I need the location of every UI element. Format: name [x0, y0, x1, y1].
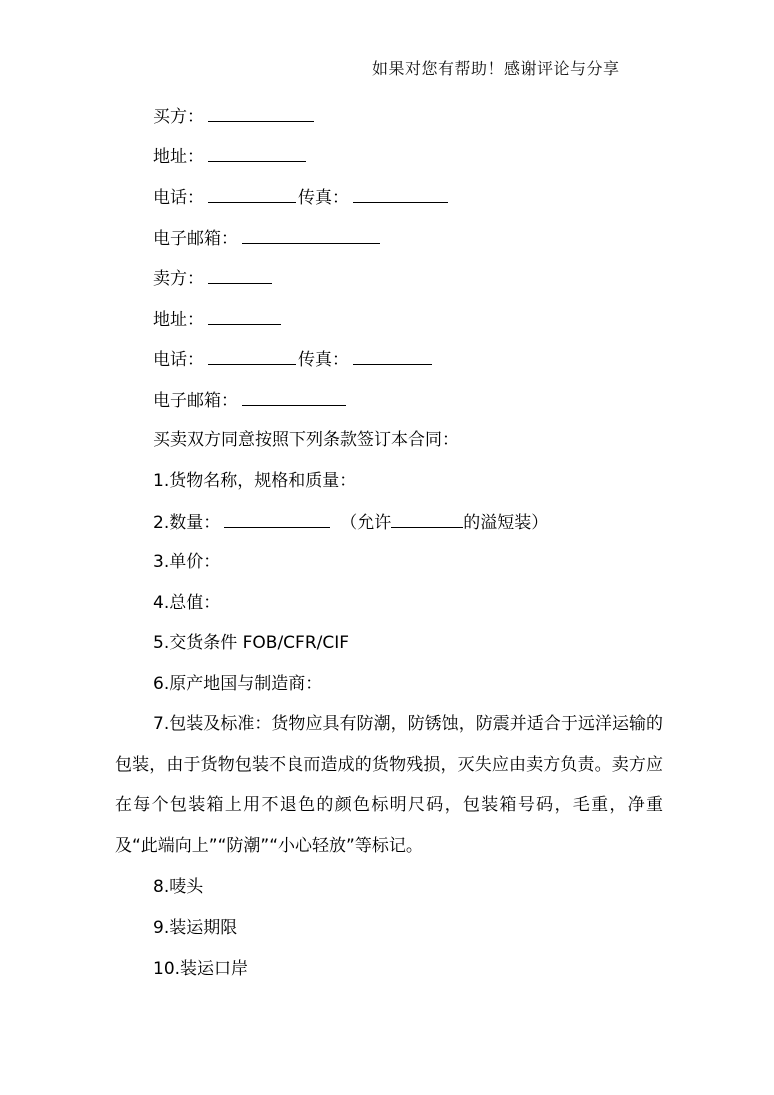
buyer-phone-blank[interactable]: [208, 185, 296, 203]
seller-name-label: 卖方：: [153, 269, 204, 289]
clause-4: 4.总值：: [153, 593, 221, 613]
seller-email-label: 电子邮箱：: [153, 391, 238, 411]
seller-phone-blank[interactable]: [208, 347, 296, 365]
seller-phone-row: [153, 347, 432, 372]
buyer-email-row: [153, 226, 380, 251]
buyer-address-label: 地址：: [153, 147, 204, 167]
clause-2-label: 2.数量：: [153, 513, 221, 533]
clause-6: 6.原产地国与制造商：: [153, 674, 323, 694]
seller-email-blank[interactable]: [242, 388, 346, 406]
clause-10: 10.装运口岸: [153, 959, 249, 979]
buyer-email-label: 电子邮箱：: [153, 229, 238, 249]
contract-intro: 买卖双方同意按照下列条款签订本合同：: [153, 430, 459, 450]
tolerance-blank[interactable]: [391, 510, 463, 528]
clause-2-row: [153, 510, 548, 535]
buyer-phone-row: [153, 185, 448, 210]
clause-5: 5.交货条件 FOB/CFR/CIF: [153, 633, 350, 653]
buyer-email-blank[interactable]: [242, 226, 380, 244]
seller-address-blank[interactable]: [208, 307, 281, 325]
clause-1: 1.货物名称，规格和质量：: [153, 471, 357, 491]
quantity-blank[interactable]: [224, 510, 330, 528]
seller-address-row: [153, 307, 281, 332]
buyer-fax-label: 传真：: [298, 188, 349, 208]
buyer-address-row: [153, 144, 306, 169]
seller-name-row: [153, 266, 272, 291]
seller-fax-label: 传真：: [298, 350, 349, 370]
seller-email-row: [153, 388, 346, 413]
seller-address-label: 地址：: [153, 310, 204, 330]
buyer-address-blank[interactable]: [208, 144, 306, 162]
clause-7: 7.包装及标准：货物应具有防潮，防锈蚀，防震并适合于远洋运输的包装，由于货物包装不良而造成的货物残损，灭失应由卖方负责。卖方应在每个包装箱上用不退色的颜色标明尺码，包装箱号码，毛重，净重及“此端向上”“防潮”“小心轻放”等标记。: [115, 714, 663, 856]
clause-3: 3.单价：: [153, 552, 221, 572]
clause-9: 9.装运期限: [153, 918, 238, 938]
buyer-name-label: 买方：: [153, 107, 204, 127]
clause-8: 8.唛头: [153, 877, 204, 897]
clause-2-tolerance-suffix: 的溢短装）: [463, 513, 549, 533]
seller-phone-label: 电话：: [153, 350, 204, 370]
header-note: 如果对您有帮助！感谢评论与分享: [372, 59, 620, 78]
buyer-phone-label: 电话：: [153, 188, 204, 208]
buyer-name-blank[interactable]: [208, 104, 314, 122]
clause-2-tolerance-prefix: （允许: [340, 513, 392, 533]
buyer-fax-blank[interactable]: [353, 185, 448, 203]
buyer-name-row: [153, 104, 314, 129]
seller-name-blank[interactable]: [208, 266, 272, 284]
seller-fax-blank[interactable]: [353, 347, 432, 365]
